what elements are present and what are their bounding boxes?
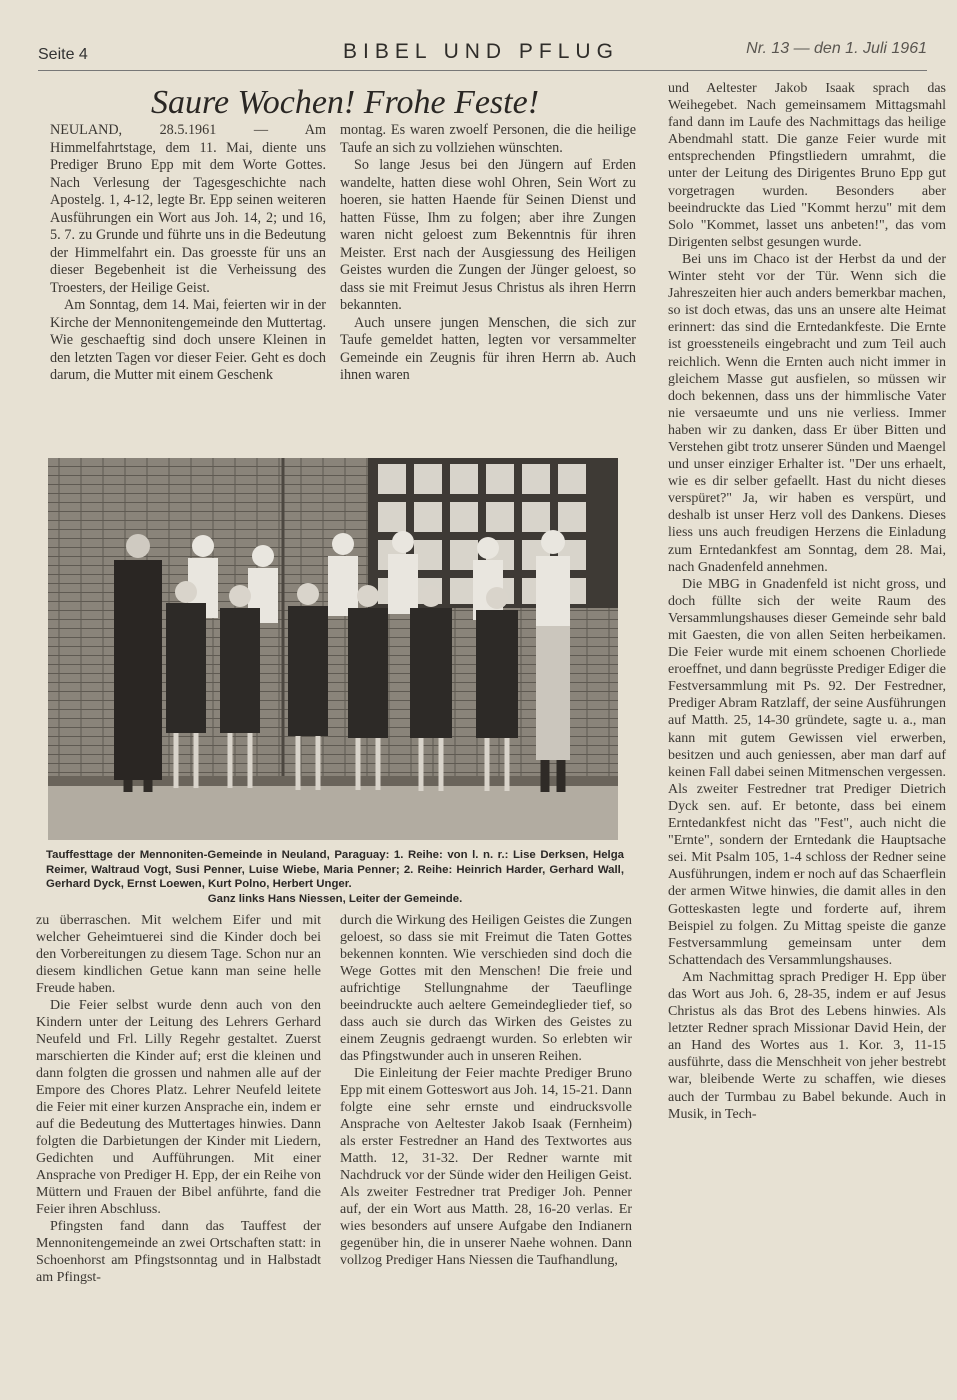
header-rule (38, 70, 927, 71)
paragraph: Am Nachmittag sprach Prediger H. Epp über das Wort aus Joh. 6, 28-35, indem er auf Jesus Christus als das Brot des Lebens hinwies. Als letzter Redner sprach Missionar David Hein, der an Hand des Wortes aus 1. Kor. 3, 11-15 ausführte, dass die Menschheit von jeher bestrebt war, bleibende Werte zu schaffen, wie dieses auch der Turmbau zu Babel bekunde. Auch in Musik, in Tech- (668, 969, 946, 1122)
group-photo (48, 458, 618, 840)
group-photo-illustration (48, 458, 618, 840)
column-top-left (50, 122, 326, 385)
paragraph: Die Feier selbst wurde denn auch von den Kindern unter der Leitung des Lehrers Gerhard Neufeld und Frl. Lilly Regehr gestaltet. Zuerst marschierten die Kinder auf; erst die kleinen und dann folgten die grossen und nahmen alle auf der Empore des Chores Platz. Lehrer Neufeld leitete die Feier mit einer kurzen Ansprache ein, indem er auf die Bedeutung des Muttertages hinwies. Dann folgten die Darbietungen der Kinder mit Liedern, Gedichten und Aufführungen. Mit einer Ansprache von Prediger H. Epp, der ein Reihe von Müttern und Frauen der Bibel anführte, fand die Feier ihren Abschluss. (36, 998, 321, 1217)
caption-last-line: Ganz links Hans Niessen, Leiter der Gemeinde. (207, 892, 463, 905)
issue-date: Nr. 13 — den 1. Juli 1961 (746, 40, 927, 57)
caption-main: Tauffesttage der Mennoniten-Gemeinde in Neuland, Paraguay: 1. Reihe: von l. n. r.: Lise Derksen, Helga Reimer, Waltraud Vogt, Susi Penner, Luise Wiebe, Maria Penner; 2. Reihe: Heinrich Harder, Gerhard Wall, Gerhard Dyck, Ernst Loewen, Kurt Polno, Herbert Unger. (46, 849, 624, 890)
column-bottom-middle (340, 912, 632, 1269)
paragraph: Am Sonntag, dem 14. Mai, feierten wir in der Kirche der Mennonitengemeinde den Muttertag. Wie geschaeftig sind doch unsere Kleinen in den letzten Tagen vor dieser Feier. Geht es doch darum, die Mutter mit einem Geschenk (50, 297, 326, 383)
paragraph: Auch unsere jungen Menschen, die sich zur Taufe gemeldet hatten, legten vor versammelter Gemeinde ein Zeugnis für ihren Herrn ab. Auch ihnen waren (340, 314, 636, 383)
masthead-title: BIBEL UND PFLUG (343, 40, 619, 63)
photo-caption (46, 848, 624, 906)
page-number: Seite 4 (38, 46, 88, 63)
column-bottom-left (36, 912, 321, 1286)
paragraph: NEULAND, 28.5.1961 — Am Himmelfahrtstage, dem 11. Mai, diente uns Prediger Bruno Epp mit dem Worte Gottes. Nach Verlesung der Tagesgeschichte nach Apostelg. 1, 4-12, legte Br. Epp seinen weiteren Ausführungen ein Wort aus Joh. 14, 2; und 16, 5. 7. zu Grunde und führte uns in die Bedeutung der Himmelfahrt ein. Das groesste für uns an dieser Begebenheit ist die Verheissung des Troesters, der Heilige Geist. (50, 122, 326, 296)
paragraph: Pfingsten fand dann das Tauffest der Mennonitengemeinde an zwei Ortschaften statt: in Schoenhorst am Pfingstsonntag und in Halbstadt am Pfingst- (36, 1219, 321, 1285)
paragraph: durch die Wirkung des Heiligen Geistes die Zungen geloest, so dass sie mit Freimut die Taten Gottes bekennen konnten. Wie verschieden sind doch die Wege Gottes mit den Menschen! Die freie und aufrichtige Stellungnahme der Taeuflinge beeindruckte auch aeltere Gemeindeglieder tief, so dass auch sie durch das Wirken des Geistes zu einem Zeugnis gedraengt wurden. So erlebten wir das Pfingstwunder auch in unseren Reihen. (340, 913, 632, 1064)
paragraph: Die Einleitung der Feier machte Prediger Bruno Epp mit einem Gotteswort aus Joh. 14, 15-21. Dann folgte eine sehr ernste und eindrucksvolle Ansprache von Aeltester Jakob Isaak (Fernheim) als erster Festredner an Hand des Textwortes aus Matth. 12, 31-32. Der Redner warnte mit Nachdruck vor der Sünde wider den Heiligen Geist. Als zweiter Festredner trat Prediger Joh. Penner auf, der ein Wort aus Matth. 28, 16-20 verlas. Er wies besonders auf unsere Aufgabe den Indianern gegenüber hin, die in unserer Naehe wohnen. Dann vollzog Prediger Hans Niessen die Taufhandlung, (340, 1066, 632, 1268)
page-header (38, 40, 927, 70)
column-top-middle (340, 122, 636, 385)
paragraph: und Aeltester Jakob Isaak sprach das Weihegebet. Nach gemeinsamem Mittagsmahl fand dann im Laufe des Nachmittags das heilige Abendmahl statt. Die ganze Feier wurde mit entsprechenden Pfingstliedern umrahmt, die unter der Leitung des Dirigentes Bruno Epp gut vorgetragen wurden. Besonders aber beeindruckte das Lied "Kommt herzu" mit dem Solo "Kommet, lasset uns anbeten!", das vom Dirigenten selbst gesungen wurde. (668, 81, 946, 250)
paragraph: Die MBG in Gnadenfeld ist nicht gross, und doch füllte sich der weite Raum des Versammlungshauses dieser Gemeinde sehr bald mit Gaesten, die von allen Seiten herbeikamen. Die Feier wurde mit einem schoenen Chorliede eroeffnet, und dann begrüsste Prediger Ediger die Festversammlung mit Ps. 92. Der Festredner, Prediger Abram Ratzlaff, der seine Ausführungen auf Matth. 25, 14-30 gründete, sagte u. a., man kann mit gutem Gewissen viel erwerben, besitzen und auch geniessen, aber man darf auf keinen Fall dabei seinen Mitmenschen vergessen. Als zweiter Festredner trat Prediger Dietrich Dyck sen. auf. Er betonte, dass bei einem Erntedankfest nicht das "Fest", auch nicht die "Ernte", sondern der Erntedank die Hauptsache sei. Mit Psalm 105, 1-4 schloss der Redner seine Ausführungen, indem er noch auf das Schaerflein der armen Witwe hinwies, die damit alles in den Gotteskasten legte und forderte auf, ihrem Beispiel zu folgen. Zu Mittag speiste die ganze Festversammlung gemeinsam unter dem Schattendach des Versammlungshauses. (668, 576, 946, 968)
column-right (668, 80, 946, 1123)
paragraph: Bei uns im Chaco ist der Herbst da und der Winter steht vor der Tür. Wenn sich die Jahreszeiten hier auch anders bemerkbar machen, so ist doch etwas, das uns an unsere alte Heimat erinnert: das sind die Erntedankfeste. Die Ernte ist groessteneils eingebracht und zum Teil auch reichlich. Wenn die Ernten auch nicht immer in gleichem Masse gut ausfielen, so müssen wir doch bekennen, dass uns der himmlische Vater nie versaeumte und uns nie verliess. Immer haben wir zu danken, dass Er über Bitten und Verstehen gibt trotz unserer Sünden und Maengel und unser einziger Erhalter ist. "Der uns erhaelt, wie es dir selber gefaellt. Hast du nicht dieses verspüret?" Ja, wir haben es verspürt, und deshalb ist unser Herz voll des Dankens. Dieses liess uns auch freudigen Herzens die Einladung zum Erntedankfest am Sonntag, dem 28. Mai, nach Gnadenfeld annehmen. (668, 251, 946, 575)
paragraph: zu überraschen. Mit welchem Eifer und mit welcher Geheimtuerei sind die Kinder doch bei den Vorbereitungen zu diesem Tage. Schon nur an diesem kindlichen Getue kann man seine helle Freude haben. (36, 913, 321, 996)
paragraph: montag. Es waren zwoelf Personen, die die heilige Taufe an sich zu vollziehen wünschten. (340, 122, 636, 156)
article-headline: Saure Wochen! Frohe Feste! (150, 84, 540, 121)
paragraph: So lange Jesus bei den Jüngern auf Erden wandelte, hatten diese wohl Ohren, Sein Wort zu hoeren, sie hatten Haende für Seinen Dienst und hatten Füsse, Ihm zu folgen; aber ihre Zungen waren nicht geloest zum Bekenntnis für ihren Meister. Erst nach der Ausgiessung des Heiligen Geistes wurden die Zungen der Jünger geloest, so dass sie mit Freimut Jesus Christus als ihren Herrn bekannten. (340, 157, 636, 313)
